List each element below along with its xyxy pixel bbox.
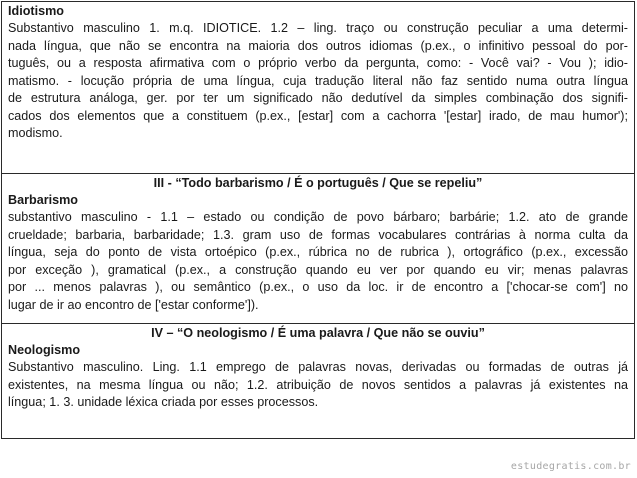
definition-line: nada língua, que não se encontra na maioria dos outros idiomas (p.ex., o infinitivo pessoal do por- xyxy=(8,38,628,53)
barbarismo-heading: Barbarismo xyxy=(8,193,78,207)
definition-line: substantivo masculino - 1.1 – estado ou condição de povo bárbaro; barbárie; 1.2. ato de grande xyxy=(8,210,628,224)
definition-line: por ... menos palavras ), ou semântico (p.ex., o uso da loc. ir de encontro a ['chocar-se com'] no xyxy=(8,280,628,294)
definition-line: lugar de ir ao encontro de ['estar conforme']). xyxy=(8,297,259,312)
barbarismo-definition xyxy=(2,209,634,314)
definition-line: cados dos elementos que a constituem (p.ex., [estar] com a cachorra '[estar] irado, de mau humor'); xyxy=(8,108,628,123)
neologismo-cell xyxy=(2,323,634,438)
definition-line: por exceção ), gramatical (p.ex., a construção quando eu ver por quando eu vir; menas palavras xyxy=(8,262,628,277)
definition-line: de estrutura análoga, ger. por ter um significado não dedutível da simples combinação dos signifi- xyxy=(8,91,628,105)
barbarismo-cell xyxy=(2,173,634,323)
neologismo-definition xyxy=(2,359,634,412)
neologismo-heading: Neologismo xyxy=(8,343,81,357)
idiotismo-cell xyxy=(2,2,634,173)
definition-line: Substantivo masculino 1. m.q. IDIOTICE. 1.2 – ling. traço ou construção peculiar a uma determi- xyxy=(8,21,628,35)
definition-line: modismo. xyxy=(8,126,63,140)
definition-line: matismo. - locução própria de uma língua, cuja tradução literal não faz sentido numa outra língua xyxy=(8,73,628,88)
section-iv-title: IV – “O neologismo / É uma palavra / Que não se ouviu” xyxy=(151,326,485,340)
definition-line: língua; 1. 3. unidade léxica criada por esses processos. xyxy=(8,395,319,409)
definition-line: Substantivo masculino. Ling. 1.1 emprego de palavras novas, derivadas ou formadas de outras já xyxy=(8,360,628,374)
definitions-table xyxy=(1,1,635,439)
definition-line: tuguês, ou a resposta afirmativa com o próprio verbo da pergunta, como: - Você vai? - Vou ); idio- xyxy=(8,56,628,70)
definition-line: crueldade; barbaria, barbaridade; 1.3. gram uso de formas vocabulares contrárias à norma culta da xyxy=(8,227,628,242)
idiotismo-definition xyxy=(2,20,634,143)
definition-line: existentes, na mesma língua ou não; 1.2. atribuição de novos sentidos a palavras já existentes na xyxy=(8,377,628,392)
idiotismo-heading: Idiotismo xyxy=(8,4,64,18)
definition-line: língua, seja do ponto de vista ortoépico (p.ex., rúbrica no de rubrica ), ortográfico (p.ex., excessão xyxy=(8,245,628,259)
section-iii-title: III - “Todo barbarismo / É o português / Que se repeliu” xyxy=(153,176,483,190)
site-watermark: estudegratis.com.br xyxy=(510,461,631,472)
